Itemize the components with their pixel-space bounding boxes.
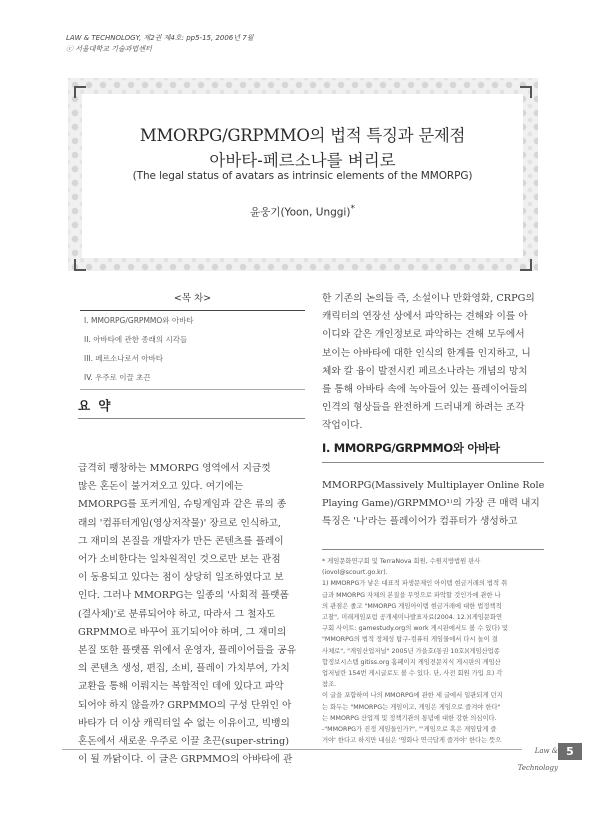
footnote-line: 는 MMORPG 산업계 및 정책기관의 통념에 대한 강한 의심이다. <box>322 714 497 722</box>
footnote-line: -"MMORPG가 진정 게임들인가?", "'게임으로 혹은 게임답게 즐 <box>322 726 497 734</box>
footer-divider <box>62 749 522 750</box>
text-line: (결사체)'로 분류되어야 하고, 따라서 그 철자도 <box>78 608 276 620</box>
corner-ornament <box>520 259 532 271</box>
footnote-line: 1) MMORPG가 낳은 대표적 파생문제인 아이템 현금거래의 법적 취 <box>322 580 508 588</box>
text-line: MMORPG(Massively Multiplayer Online Role <box>322 480 544 491</box>
footnote-line: "MMORPG의 법적 정체성 탐구-컴퓨터 게임물에서 다시 놀이 결 <box>322 636 498 644</box>
text-line: 그 재미의 본질을 개발자가 만든 콘텐츠를 플레이 <box>78 535 284 547</box>
text-line: 래의 '컴퓨터게임(영상저작물)' 장르로 인식하고, <box>78 517 282 529</box>
journal-citation <box>66 33 253 55</box>
footnote-line: 구회 사이트: gamestudy.org의 work 게시판에서도 볼 수 있다) 및 <box>322 625 508 633</box>
text-line: MMORPG를 포커게임, 슈팅게임과 같은 류의 종 <box>78 499 287 511</box>
english-title: (The legal status of avatars as intrinsic elements of the MMORPG) <box>132 170 473 182</box>
footnote-line: 거야' 한다고 하지만 내심은 '영화나 연극답게 즐겨야' 한다는 뜻으 <box>322 737 502 745</box>
toc-list <box>80 311 305 387</box>
page-number: 5 <box>558 743 582 760</box>
toc-heading: <목 차> <box>173 293 212 304</box>
text-line: 많은 혼돈이 불거져오고 있다. 여기에는 <box>78 481 244 493</box>
footnote-line: 이 글을 포함하여 나의 MMORPG에 관한 세 글에서 일관되게 던지 <box>322 692 503 700</box>
toc-divider <box>80 389 305 390</box>
text-line: 인격의 형상들을 완전하게 드러내게 하려는 조각 <box>322 402 525 414</box>
footer-journal-name: Law & Technology <box>517 747 558 772</box>
text-line: GRPMMO로 바꾸어 표기되어야 하며, 그 재미의 <box>78 626 287 638</box>
author-footnote-mark: * <box>350 204 355 214</box>
text-line: 이 될 까닭이다. 이 글은 GRPMMO의 아바타에 관 <box>78 754 293 766</box>
paper-title: MMORPG/GRPMMO의 법적 특징과 문제점 <box>139 126 466 145</box>
text-line: 체와 칼 융이 발전시킨 페르소나라는 개념의 망치 <box>322 365 528 377</box>
text-line: 본질 또한 플랫폼 위에서 운영자, 플레이어들을 공유 <box>78 645 297 657</box>
footnote-line: 는 화두는 "MMORPG는 게임이고, 게임은 게임으로 즐겨야 한다" <box>322 703 501 711</box>
text-line: 보이는 아바타에 대한 인식의 한계를 인지하고, 니 <box>322 347 531 359</box>
text-line: 작업이다. <box>322 420 363 432</box>
corner-ornament <box>520 86 532 98</box>
corner-ornament <box>74 259 86 271</box>
text-line: 이디와 같은 개인정보로 파악하는 견해 모두에서 <box>322 329 525 341</box>
toc-item: I. MMORPG/GRPMMO와 아바타 <box>84 316 194 325</box>
footnote-line: 고찰", 미래게임포럼 공개세미나발표자료(2004. 12.)(게임문화연 <box>322 614 503 622</box>
paper-subtitle: 아바타-페르소나를 벼리로 <box>209 151 396 170</box>
author-text: 윤웅기(Yoon, Unggi) <box>250 206 351 219</box>
text-line: Playing Game)/GRPMMO¹⁾의 가장 큰 매력 내지 <box>322 498 540 510</box>
section-heading: I. MMORPG/GRPMMO와 아바타 <box>322 441 500 455</box>
text-line: 를 통해 아바타 속에 녹아들어 있는 플레이어들의 <box>322 384 528 396</box>
abstract-body <box>78 460 306 769</box>
section-body <box>322 477 544 532</box>
abstract-continued <box>322 290 544 436</box>
footnote-line: 의 관점은 졸고 "MMORPG 게임아이템 현금거래에 대한 법정책적 <box>322 602 502 610</box>
text-line: 한 기존의 논의들 즉, 소설이나 만화영화, CRPG의 <box>322 293 535 304</box>
text-line: 어가 소비한다는 일차원적인 것으로만 보는 관점 <box>78 554 281 566</box>
footnotes <box>322 556 544 746</box>
footnote-line: 합정보시스템 gitiss.org 홈페이지 게임전문지식 게시판의 게임산 <box>322 658 501 666</box>
text-line: 특징은 '나'라는 플레이어가 컴퓨터가 생성하고 <box>322 516 518 528</box>
text-line: 인다. 그러나 MMORPG는 일종의 '사회적 플랫폼 <box>78 590 289 602</box>
section-divider <box>322 462 544 463</box>
table-of-contents <box>80 290 305 390</box>
text-line: 급격히 팽창하는 MMORPG 영역에서 지금껏 <box>78 463 271 474</box>
corner-ornament <box>74 86 86 98</box>
text-line: 의 콘텐츠 생성, 편집, 소비, 플레이 가치부여, 가치 <box>78 663 290 675</box>
author-name <box>82 204 523 220</box>
section-divider <box>78 418 305 419</box>
journal-info: LAW & TECHNOLOGY, 제2권 제4호: pp5-15, 2006년 7월 <box>66 34 254 42</box>
toc-item: III. 페르소나로서 아바타 <box>84 354 163 363</box>
footnote-line: 업저널란 154번 게시글로도 볼 수 있다. 단, 사전 회원 가입 요) 각 <box>322 670 503 678</box>
footnote-line: 사체로", "게임산업저널" 2005년 가을호(통권 10호)(게임산업종 <box>322 647 500 655</box>
footnote-line: 급과 MMORPG 자체의 본질을 무엇으로 파악할 것인가에 관한 나 <box>322 591 501 599</box>
footnote-line: (iovol@scourt.go.kr). <box>322 569 388 577</box>
footnote-divider <box>322 549 544 550</box>
text-line: 되어야 하지 않을까? GRPMMO의 구성 단위인 아 <box>78 699 292 711</box>
text-line: 이 동용되고 있다는 점이 상당히 일조하였다고 보 <box>78 572 284 584</box>
text-line: 바타가 더 이상 캐릭터일 수 없는 이유이고, 빅뱅의 <box>78 717 290 729</box>
footnote-line: 참조. <box>322 681 337 689</box>
text-line: 교환을 통해 이뤄지는 복합적인 데에 있다고 파악 <box>78 681 284 693</box>
toc-item: IV. 우주로 이끌 초끈 <box>84 373 151 382</box>
journal-copyright: ⓒ 서울대학교 기술과법센터 <box>66 45 152 53</box>
text-line: 혼돈에서 새로운 우주로 이끌 초끈(super-string) <box>78 736 289 748</box>
footnote-line: * 게임문화연구회 및 TerraNova 회원, 수원지방법원 판사 <box>322 558 481 565</box>
text-line: 캐릭터의 연장선 상에서 파악하는 견해와 이를 아 <box>322 311 528 323</box>
abstract-heading: 요 약 <box>78 398 113 413</box>
toc-item: II. 아바타에 관한 종래의 시각들 <box>84 335 188 344</box>
